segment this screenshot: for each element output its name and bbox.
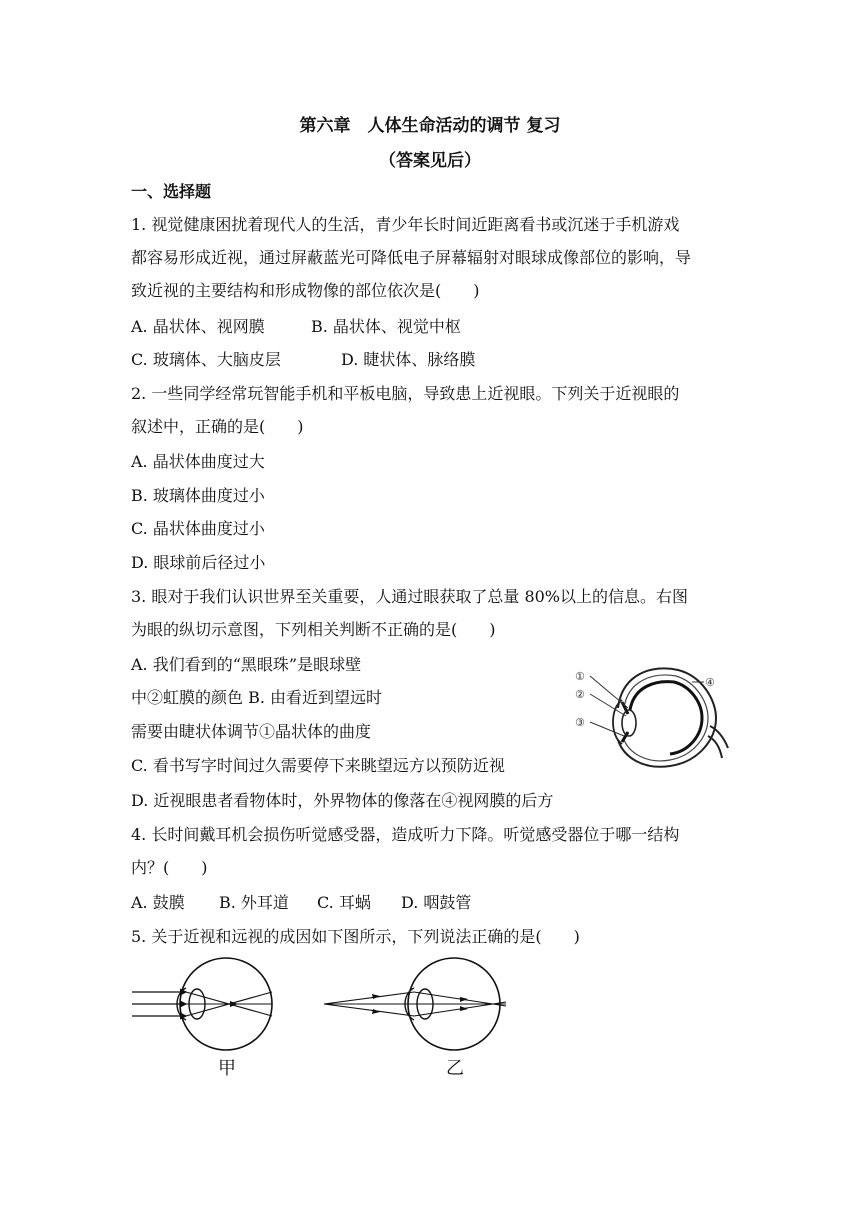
- q2-line-2: 叙述中，正确的是( ): [131, 417, 304, 436]
- q1-option-a[interactable]: A. 晶状体、视网膜: [131, 317, 265, 336]
- q4-option-c[interactable]: C. 耳蜗: [317, 893, 371, 912]
- eye-label-3: ③: [575, 716, 585, 729]
- q1-options-row-1: [131, 314, 461, 337]
- q1-options-row-2: [131, 347, 475, 370]
- q1-option-b[interactable]: B. 晶状体、视觉中枢: [311, 317, 461, 336]
- q3-line-4: 中②虹膜的颜色 B. 由看近到望远时: [131, 688, 383, 707]
- q3-line-3: A. 我们看到的“黑眼珠”是眼球壁: [131, 655, 362, 674]
- q4-option-d[interactable]: D. 咽鼓管: [401, 893, 472, 912]
- q2-option-c[interactable]: C. 晶状体曲度过小: [131, 519, 265, 538]
- q2-line-1: 2. 一些同学经常玩智能手机和平板电脑，导致患上近视眼。下列关于近视眼的: [131, 384, 680, 403]
- q1-line-1: 1. 视觉健康困扰着现代人的生活，青少年长时间近距离看书或沉迷于手机游戏: [131, 215, 680, 234]
- hyperopia-eye-diagram-icon: [320, 954, 520, 1084]
- q2-option-b[interactable]: B. 玻璃体曲度过小: [131, 486, 265, 505]
- q1-line-2: 都容易形成近视，通过屏蔽蓝光可降低电子屏幕辐射对眼球成像部位的影响，导: [131, 248, 692, 267]
- myopia-label: 甲: [218, 1058, 236, 1079]
- page-title: 第六章 人体生命活动的调节 复习: [299, 116, 561, 136]
- q3-line-1: 3. 眼对于我们认识世界至关重要，人通过眼获取了总量 80%以上的信息。右图: [131, 587, 689, 606]
- q3-line-2: 为眼的纵切示意图，下列相关判断不正确的是( ): [131, 620, 496, 639]
- q4-option-b[interactable]: B. 外耳道: [219, 893, 289, 912]
- q2-option-d[interactable]: D. 眼球前后径过小: [131, 553, 266, 572]
- section-heading: 一、选择题: [131, 182, 212, 201]
- eye-label-4: ④: [705, 676, 715, 689]
- q5-line-1: 5. 关于近视和远视的成因如下图所示，下列说法正确的是( ): [131, 927, 580, 946]
- q1-option-c[interactable]: C. 玻璃体、大脑皮层: [131, 350, 281, 369]
- q2-option-a[interactable]: A. 晶状体曲度过大: [131, 452, 265, 471]
- eye-label-2: ②: [575, 688, 585, 701]
- q3-line-6: C. 看书写字时间过久需要停下来眺望远方以预防近视: [131, 756, 505, 775]
- myopia-eye-diagram-icon: [130, 954, 280, 1084]
- page-subtitle: （答案见后）: [379, 151, 481, 171]
- q3-line-5: 需要由睫状体调节①晶状体的曲度: [131, 722, 372, 741]
- hyperopia-label: 乙: [446, 1058, 464, 1079]
- q4-options-row: [131, 890, 471, 913]
- q4-option-a[interactable]: A. 鼓膜: [131, 893, 185, 912]
- q1-line-3: 致近视的主要结构和形成物像的部位依次是( ): [131, 281, 480, 300]
- q4-line-2: 内？( ): [131, 858, 208, 877]
- eye-label-1: ①: [575, 670, 585, 683]
- q3-line-7: D. 近视眼患者看物体时，外界物体的像落在④视网膜的后方: [131, 791, 554, 810]
- eye-cross-section-icon: [570, 656, 730, 772]
- q1-option-d[interactable]: D. 睫状体、脉络膜: [341, 350, 476, 369]
- q4-line-1: 4. 长时间戴耳机会损伤听觉感受器，造成听力下降。听觉感受器位于哪一结构: [131, 825, 680, 844]
